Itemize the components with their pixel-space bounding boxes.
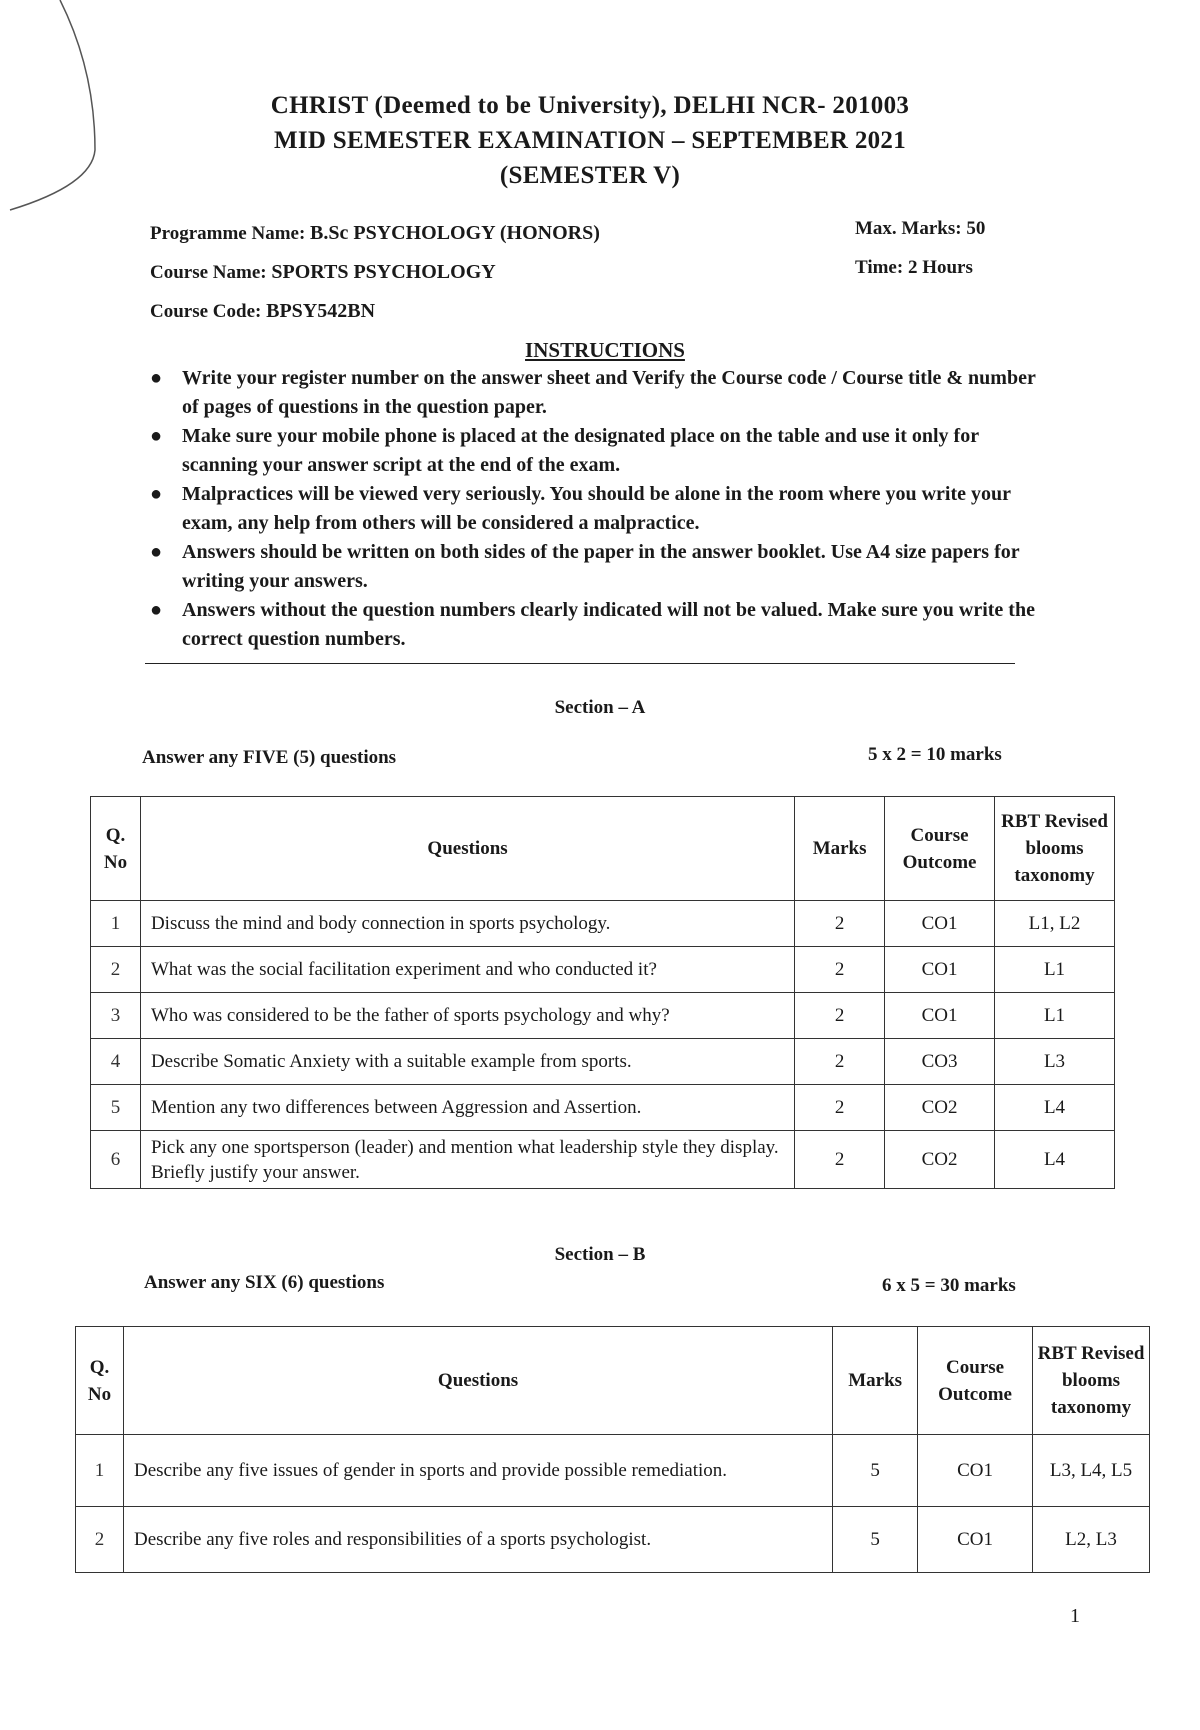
max-marks: Max. Marks: 50 — [855, 218, 986, 239]
header-qno: Q. No — [91, 797, 141, 901]
university-title: CHRIST (Deemed to be University), DELHI NCR- 201003 — [270, 92, 910, 119]
bullet-icon: ● — [150, 425, 163, 447]
section-a-table — [90, 796, 1115, 1189]
table-row: 1 Discuss the mind and body connection in sports psychology. 2 CO1 L1, L2 — [91, 901, 1115, 947]
table-header-row — [91, 797, 1115, 901]
course-name: Course Name: SPORTS PSYCHOLOGY — [150, 261, 496, 283]
table-row: 2 What was the social facilitation experiment and who conducted it? 2 CO1 L1 — [91, 947, 1115, 993]
section-a-instruction: Answer any FIVE (5) questions — [142, 747, 397, 768]
course-code: Course Code: BPSY542BN — [150, 300, 376, 322]
instruction-item: ● Write your register number on the answer sheet and Verify the Course code / Course title & number of pages of questions in the question paper. — [150, 364, 1040, 422]
programme-name: Programme Name: B.Sc PSYCHOLOGY (HONORS) — [150, 222, 600, 244]
bullet-icon: ● — [150, 599, 163, 621]
section-a-marks: 5 x 2 = 10 marks — [868, 744, 1002, 765]
header-course-outcome: Course Outcome — [918, 1327, 1033, 1435]
semester-title: (SEMESTER V) — [499, 162, 681, 189]
course-meta — [150, 222, 600, 339]
header-marks: Marks — [833, 1327, 918, 1435]
header-questions: Questions — [123, 1327, 832, 1435]
instruction-item: ● Malpractices will be viewed very seriously. You should be alone in the room where you write your exam, any help from others will be considered a malpractice. — [150, 480, 1040, 538]
page-number: 1 — [1070, 1605, 1080, 1627]
table-row: 3 Who was considered to be the father of sports psychology and why? 2 CO1 L1 — [91, 993, 1115, 1039]
header-qno: Q. No — [76, 1327, 124, 1435]
exam-title: MID SEMESTER EXAMINATION – SEPTEMBER 2021 — [273, 127, 907, 154]
bullet-icon: ● — [150, 483, 163, 505]
table-header-row — [76, 1327, 1150, 1435]
instructions-heading: INSTRUCTIONS — [525, 338, 685, 362]
bullet-icon: ● — [150, 541, 163, 563]
instruction-item: ● Make sure your mobile phone is placed at the designated place on the table and use it only for scanning your answer script at the end of the exam. — [150, 422, 1040, 480]
instruction-item: ● Answers should be written on both sides of the paper in the answer booklet. Use A4 size papers for writing your answers. — [150, 538, 1040, 596]
section-b-instruction: Answer any SIX (6) questions — [144, 1272, 385, 1293]
exam-header — [200, 88, 980, 193]
paper-edge-curve — [0, 0, 120, 240]
bullet-icon: ● — [150, 367, 163, 389]
table-row: 4 Describe Somatic Anxiety with a suitable example from sports. 2 CO3 L3 — [91, 1039, 1115, 1085]
section-b-table — [75, 1326, 1150, 1573]
exam-time: Time: 2 Hours — [855, 257, 973, 278]
section-b-marks: 6 x 5 = 30 marks — [882, 1275, 1016, 1296]
header-marks: Marks — [795, 797, 885, 901]
table-row: 6 Pick any one sportsperson (leader) and mention what leadership style they display. Briefly justify your answer. 2 CO2 L4 — [91, 1131, 1115, 1189]
header-course-outcome: Course Outcome — [885, 797, 995, 901]
instructions-list — [150, 364, 1040, 654]
table-row: 5 Mention any two differences between Aggression and Assertion. 2 CO2 L4 — [91, 1085, 1115, 1131]
table-row: 2 Describe any five roles and responsibilities of a sports psychologist. 5 CO1 L2, L3 — [76, 1507, 1150, 1573]
instruction-item: ● Answers without the question numbers clearly indicated will not be valued. Make sure you write the correct question numbers. — [150, 596, 1040, 654]
header-rbt: RBT Revised blooms taxonomy — [1033, 1327, 1150, 1435]
divider — [145, 663, 1015, 664]
section-a-title: Section – A — [554, 697, 646, 718]
table-row: 1 Describe any five issues of gender in sports and provide possible remediation. 5 CO1 L3, L4, L5 — [76, 1435, 1150, 1507]
exam-meta — [855, 218, 985, 296]
header-questions: Questions — [140, 797, 794, 901]
section-b-title: Section – B — [554, 1244, 646, 1265]
header-rbt: RBT Revised blooms taxonomy — [995, 797, 1115, 901]
